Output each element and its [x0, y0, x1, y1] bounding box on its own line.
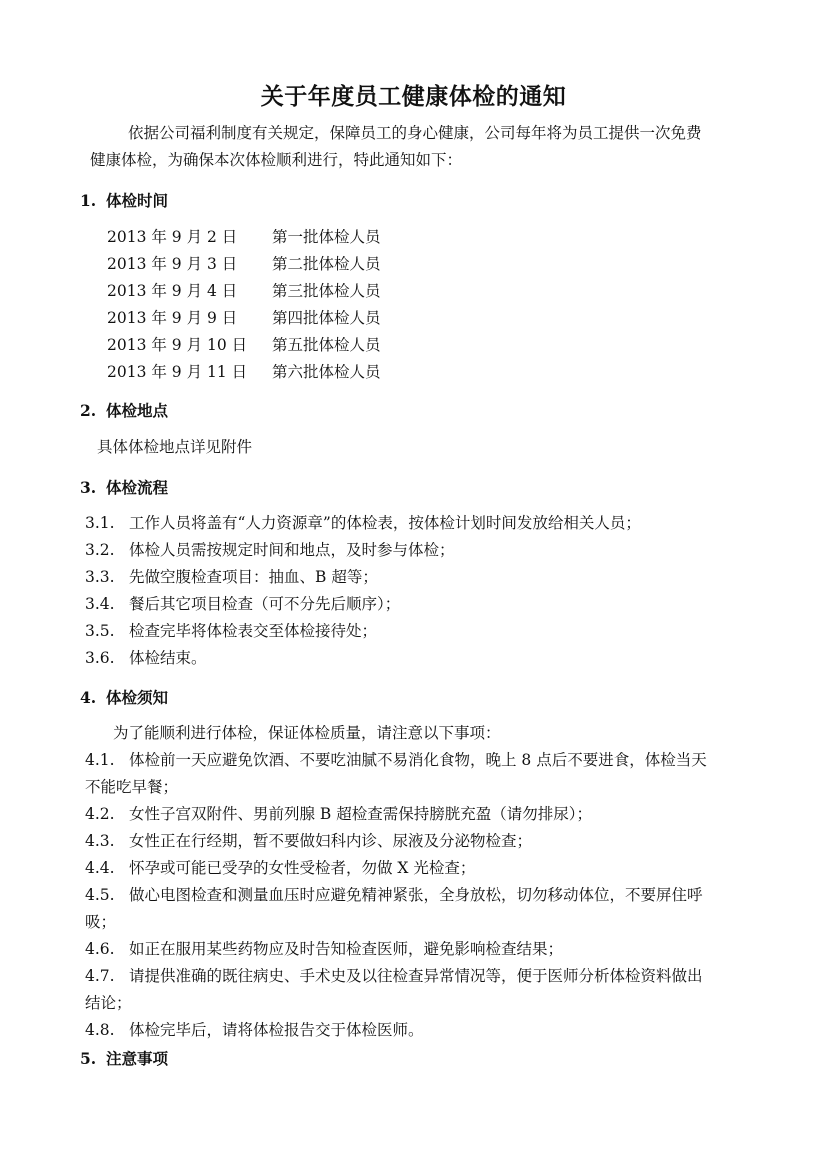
section-title: 体检须知 [106, 688, 169, 707]
item-text: 做心电图检查和测量血压时应避免精神紧张，全身放松，切勿移动体位，不要屏住呼 [129, 886, 703, 904]
item-text: 餐后其它项目检查（可不分先后顺序）； [129, 595, 401, 613]
schedule-batch: 第五批体检人员 [272, 336, 381, 354]
intro-line-2: 健康体检，为确保本次体检顺利进行，特此通知如下： [90, 151, 463, 169]
schedule-date: 2013 年 9 月 4 日 [107, 282, 238, 300]
item-number: 3.3. [85, 568, 115, 586]
item-text: 先做空腹检查项目：抽血、B 超等； [129, 568, 378, 586]
item-number: 4.6. [85, 940, 115, 958]
notes-intro: 为了能顺利进行体检，保证体检质量，请注意以下事项： [113, 724, 501, 742]
notes-item [85, 858, 475, 878]
item-text: 如正在服用某些药物应及时告知检查医师，避免影响检查结果； [129, 940, 564, 958]
process-item [85, 621, 377, 641]
section-heading-5 [80, 1047, 168, 1069]
schedule-date: 2013 年 9 月 2 日 [107, 228, 238, 246]
notes-item-continuation: 结论； [85, 994, 132, 1012]
process-item [85, 567, 378, 587]
section-number: 2. [80, 401, 97, 420]
notes-item [85, 966, 703, 986]
schedule-date: 2013 年 9 月 9 日 [107, 309, 238, 327]
item-text: 请提供准确的既往病史、手术史及以往检查异常情况等，便于医师分析体检资料做出 [129, 967, 703, 985]
section-number: 1. [80, 191, 97, 210]
notes-item [85, 750, 707, 770]
item-text: 体检前一天应避免饮酒、不要吃油腻不易消化食物，晚上 8 点后不要进食，体检当天 [129, 751, 707, 769]
section-heading-2 [80, 399, 168, 421]
item-text: 女性正在行经期，暂不要做妇科内诊、尿液及分泌物检查； [129, 832, 533, 850]
item-number: 3.6. [85, 649, 115, 667]
notes-item [85, 804, 592, 824]
item-number: 4.4. [85, 859, 115, 877]
process-item [85, 540, 455, 560]
location-text: 具体体检地点详见附件 [97, 438, 253, 456]
schedule-row [107, 305, 381, 332]
intro-line-1: 依据公司福利制度有关规定，保障员工的身心健康，公司每年将为员工提供一次免费 [128, 124, 702, 142]
section-heading-3 [80, 476, 168, 498]
schedule-list [107, 224, 381, 386]
item-number: 4.2. [85, 805, 115, 823]
section-heading-1 [80, 189, 168, 211]
schedule-batch: 第六批体检人员 [272, 363, 381, 381]
section-number: 3. [80, 478, 97, 497]
schedule-row [107, 359, 381, 386]
schedule-date: 2013 年 9 月 3 日 [107, 255, 238, 273]
item-number: 4.3. [85, 832, 115, 850]
section-number: 4. [80, 688, 97, 707]
notes-item-continuation: 不能吃早餐； [85, 778, 179, 796]
item-text: 体检结束。 [129, 649, 207, 667]
schedule-row [107, 332, 381, 359]
item-text: 体检完毕后，请将体检报告交于体检医师。 [129, 1021, 424, 1039]
intro-paragraph [80, 120, 750, 174]
notes-item [85, 939, 563, 959]
schedule-row [107, 224, 381, 251]
item-number: 3.2. [85, 541, 115, 559]
section-number: 5. [80, 1049, 97, 1068]
schedule-batch: 第三批体检人员 [272, 282, 381, 300]
section-title: 注意事项 [106, 1049, 169, 1068]
item-number: 3.4. [85, 595, 115, 613]
item-number: 4.7. [85, 967, 115, 985]
section-title: 体检地点 [106, 401, 169, 420]
section-title: 体检流程 [106, 478, 169, 497]
item-text: 女性子宫双附件、男前列腺 B 超检查需保持膀胱充盈（请勿排尿）； [129, 805, 592, 823]
item-number: 4.5. [85, 886, 115, 904]
item-number: 3.1. [85, 514, 115, 532]
section-heading-4 [80, 686, 168, 708]
section-title: 体检时间 [106, 191, 169, 210]
process-item [85, 648, 207, 668]
item-text: 工作人员将盖有“人力资源章”的体检表，按体检计划时间发放给相关人员； [129, 514, 641, 532]
item-text: 体检人员需按规定时间和地点，及时参与体检； [129, 541, 455, 559]
schedule-date: 2013 年 9 月 10 日 [107, 336, 248, 354]
process-item [85, 594, 400, 614]
notes-item [85, 885, 703, 905]
schedule-batch: 第一批体检人员 [272, 228, 381, 246]
schedule-batch: 第二批体检人员 [272, 255, 381, 273]
schedule-date: 2013 年 9 月 11 日 [107, 363, 248, 381]
document-title: 关于年度员工健康体检的通知 [260, 83, 567, 110]
item-number: 4.1. [85, 751, 115, 769]
schedule-row [107, 278, 381, 305]
item-text: 检查完毕将体检表交至体检接待处； [129, 622, 378, 640]
notes-item [85, 831, 532, 851]
schedule-row [107, 251, 381, 278]
process-item [85, 513, 641, 533]
item-number: 4.8. [85, 1021, 115, 1039]
notes-item [85, 1020, 424, 1040]
schedule-batch: 第四批体检人员 [272, 309, 381, 327]
notes-item-continuation: 吸； [85, 913, 117, 931]
item-text: 怀孕或可能已受孕的女性受检者，勿做 X 光检查； [129, 859, 476, 877]
item-number: 3.5. [85, 622, 115, 640]
